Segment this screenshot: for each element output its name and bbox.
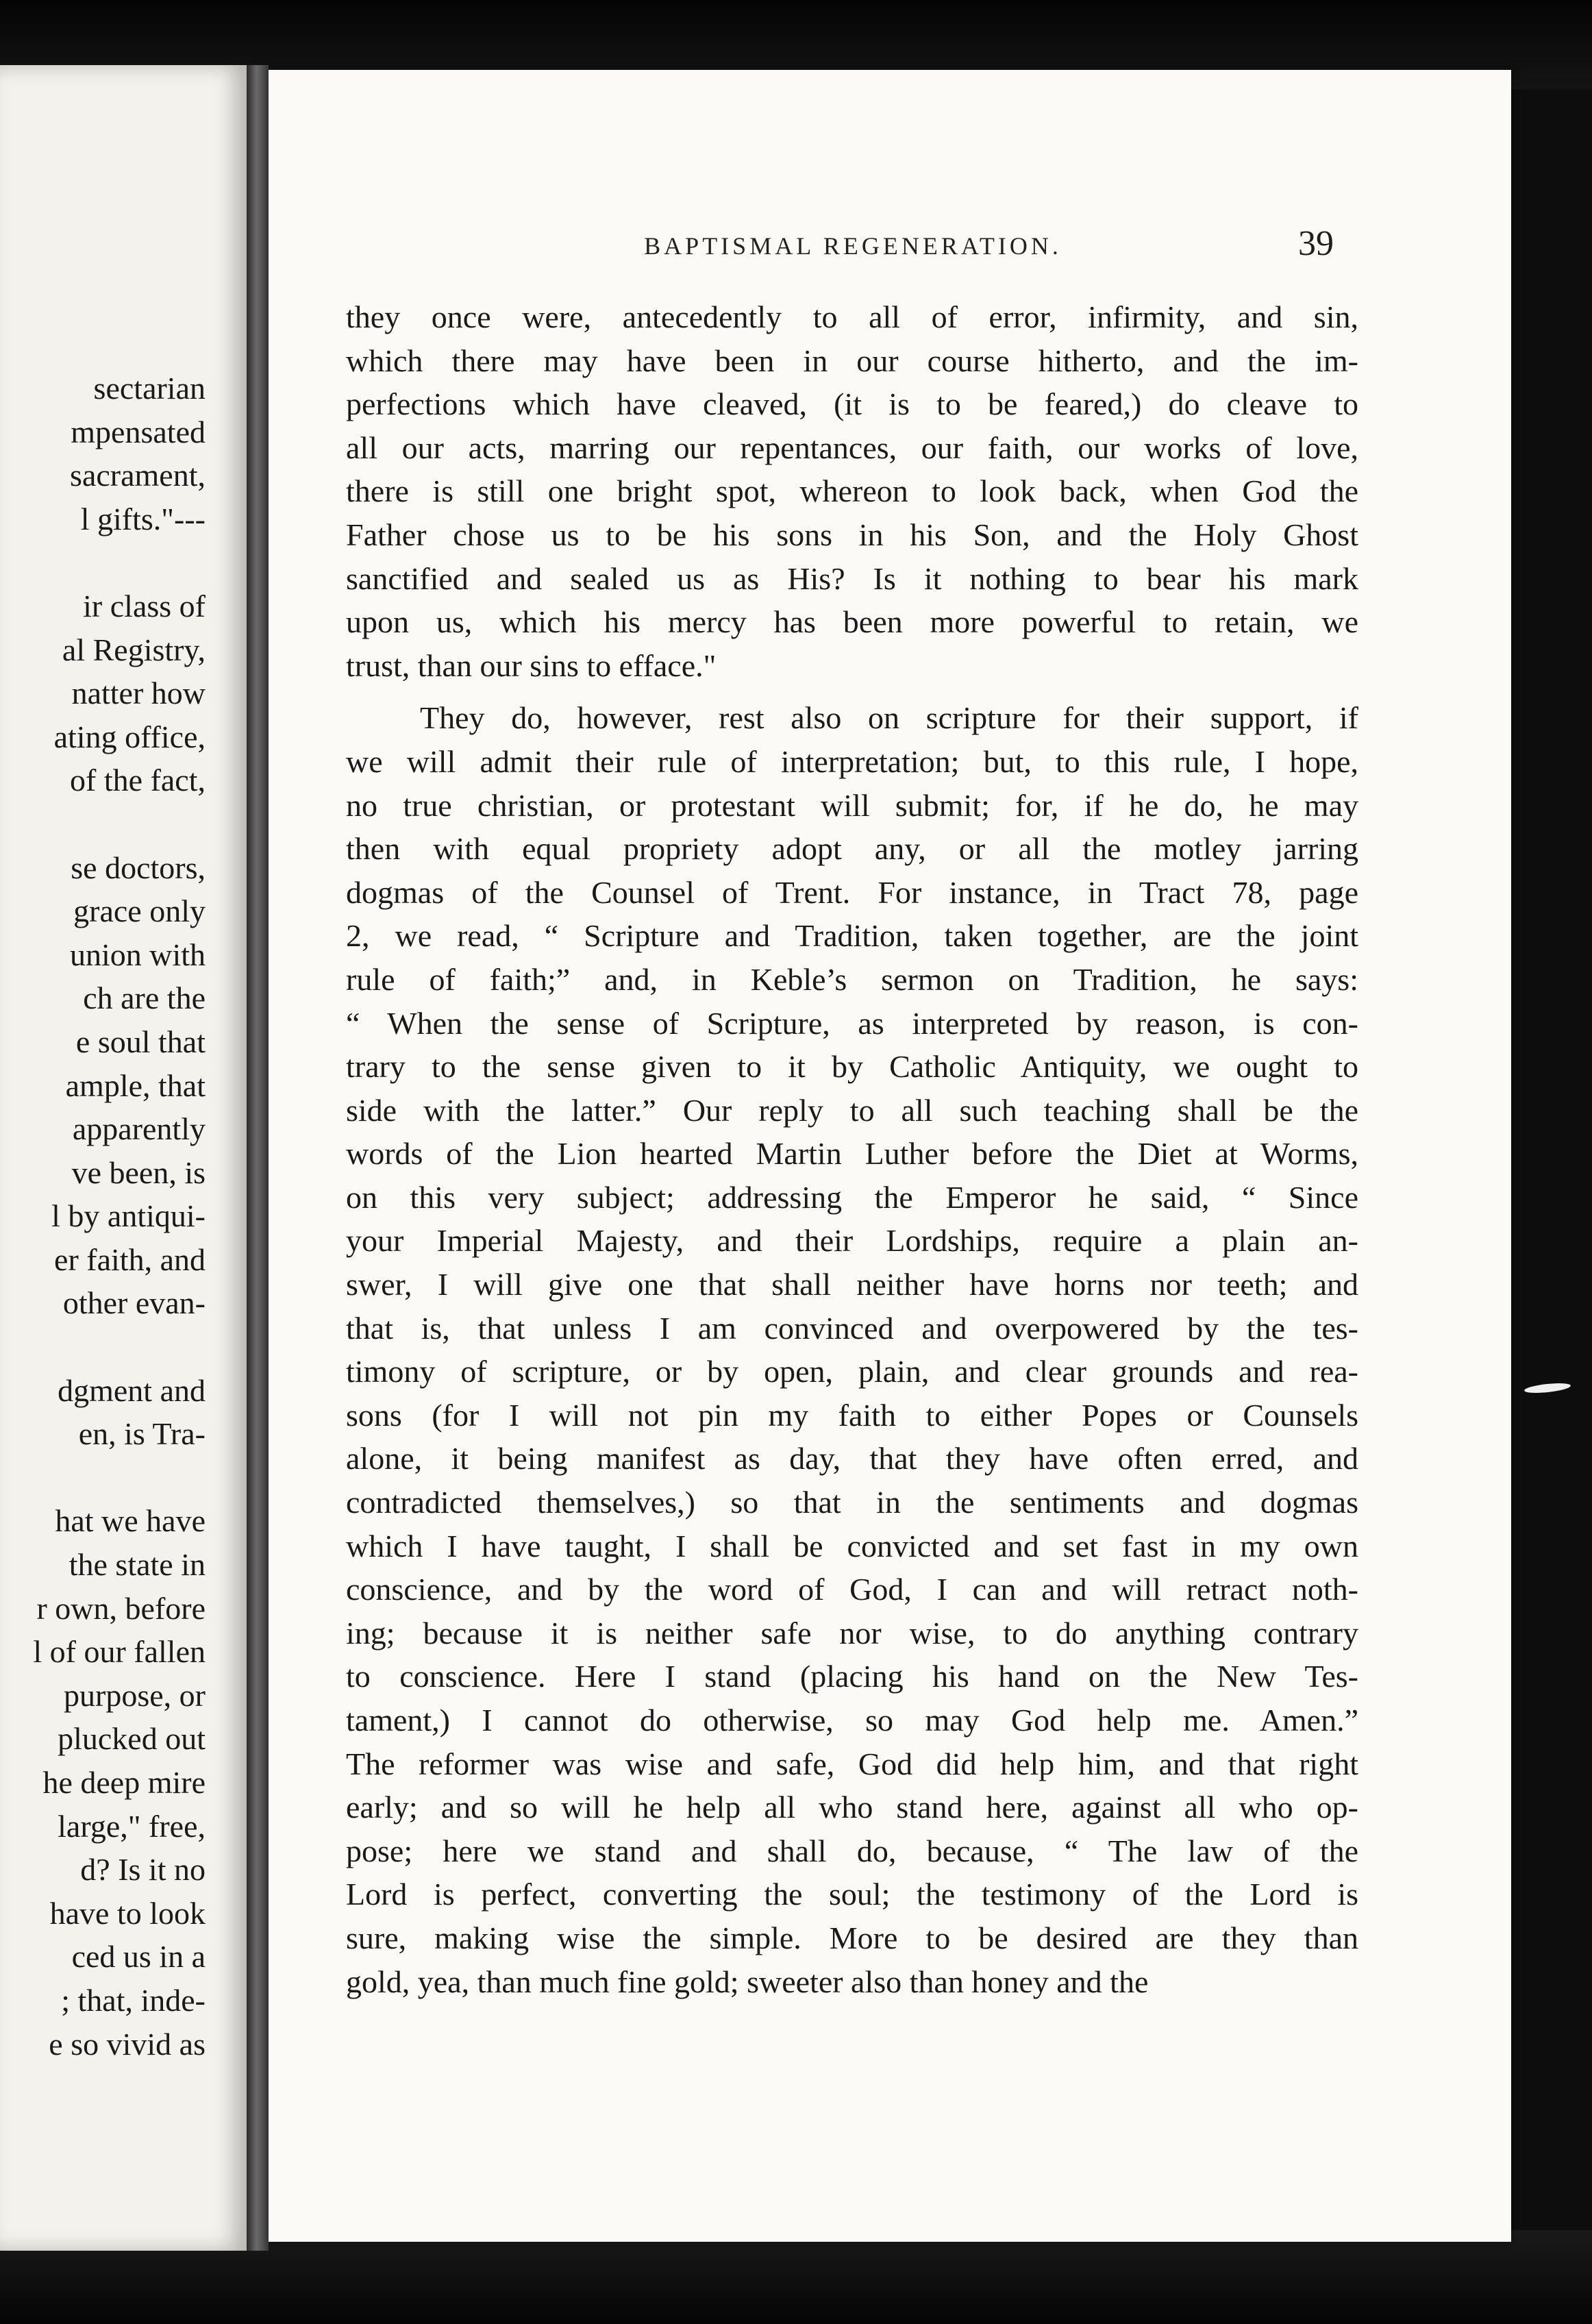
left-page-line: se doctors,: [71, 850, 206, 885]
text-line: which there may have been in our course hitherto, and the im-: [346, 343, 1358, 378]
text-line: ing; because it is neither safe nor wise, to do anything contrary: [346, 1615, 1358, 1651]
paragraph: [346, 295, 1358, 687]
left-page-line: natter how: [71, 676, 206, 711]
left-page-line: union with: [69, 937, 206, 972]
text-line: on this very subject; addressing the Emperor he said, “ Since: [346, 1179, 1358, 1215]
text-line: They do, however, rest also on scripture for their support, if: [420, 700, 1358, 736]
left-page-line: [0, 1325, 206, 1369]
left-page-line: l of our fallen: [33, 1634, 206, 1670]
text-line: your Imperial Majesty, and their Lordships, require a plain an-: [346, 1223, 1358, 1259]
left-page-line: ating office,: [53, 719, 206, 754]
text-line: rule of faith;” and, in Keble’s sermon on Tradition, he says:: [346, 961, 1358, 997]
text-line: early; and so will he help all who stand here, against all who op-: [346, 1790, 1358, 1825]
text-line: Lord is perfect, converting the soul; the testimony of the Lord is: [346, 1877, 1358, 1912]
left-page-line: other evan-: [62, 1285, 206, 1321]
text-line: timony of scripture, or by open, plain, and clear grounds and rea-: [346, 1354, 1358, 1389]
text-line: perfections which have cleaved, (it is to be feared,) do cleave to: [346, 386, 1358, 422]
text-line: words of the Lion hearted Martin Luther before the Diet at Worms,: [346, 1136, 1358, 1172]
paragraph: [346, 696, 1358, 2003]
left-page-line: sectarian: [93, 371, 206, 406]
left-page-line: he deep mire: [42, 1765, 206, 1800]
left-page-line: have to look: [49, 1895, 206, 1931]
text-line: sons (for I will not pin my faith to either Popes or Counsels: [346, 1397, 1358, 1433]
text-line: all our acts, marring our repentances, our faith, our works of love,: [346, 430, 1358, 465]
left-page-line: hat we have: [55, 1503, 206, 1539]
left-page-line: ve been, is: [71, 1154, 206, 1190]
page-number: 39: [1298, 224, 1334, 263]
text-line: “ When the sense of Scripture, as interpreted by reason, is con-: [346, 1005, 1358, 1041]
left-page-line: ir class of: [83, 588, 206, 623]
left-page-line: plucked out: [58, 1721, 206, 1757]
left-page-line: of the fact,: [70, 763, 206, 798]
text-line: side with the latter.” Our reply to all such teaching shall be the: [346, 1092, 1358, 1128]
left-page-line: sacrament,: [70, 458, 206, 493]
left-page-line: [0, 1456, 206, 1500]
left-page-line: apparently: [72, 1111, 206, 1147]
text-line: we will admit their rule of interpretation; but, to this rule, I hope,: [346, 743, 1358, 779]
text-line: trust, than our sins to efface.": [346, 647, 717, 683]
running-head: [349, 232, 1356, 260]
running-head-title: BAPTISMAL REGENERATION.: [644, 232, 1062, 260]
text-line: that is, that unless I am convinced and overpowered by the tes-: [346, 1310, 1358, 1346]
left-page-line: al Registry,: [62, 632, 206, 667]
left-page-line: er faith, and: [54, 1241, 206, 1277]
text-line: they once were, antecedently to all of error, infirmity, and sin,: [346, 299, 1358, 334]
text-line: dogmas of the Counsel of Trent. For instance, in Tract 78, page: [346, 874, 1358, 910]
left-page-line: l gifts."---: [80, 501, 206, 536]
left-page-line: grace only: [73, 893, 206, 929]
left-page-line: ch are the: [83, 980, 206, 1016]
text-line: upon us, which his mercy has been more powerful to retain, we: [346, 604, 1358, 640]
left-page-line: purpose, or: [64, 1677, 206, 1713]
text-line: there is still one bright spot, whereon to look back, when God the: [346, 473, 1358, 509]
left-page-line: ample, that: [65, 1067, 206, 1103]
left-page: [0, 65, 247, 2251]
text-line: sure, making wise the simple. More to be desired are they than: [346, 1920, 1358, 1955]
left-page-line: en, is Tra-: [78, 1416, 206, 1452]
text-line: contradicted themselves,) so that in the sentiments and dogmas: [346, 1485, 1358, 1520]
left-page-line: r own, before: [36, 1590, 206, 1626]
left-page-line: l by antiqui-: [51, 1198, 206, 1234]
text-line: gold, yea, than much fine gold; sweeter also than honey and the: [346, 1964, 1149, 1999]
left-page-text: [0, 367, 206, 2066]
text-line: no true christian, or protestant will submit; for, if he do, he may: [346, 787, 1358, 823]
left-page-line: the state in: [69, 1547, 206, 1583]
body-text: [346, 295, 1358, 2003]
text-line: pose; here we stand and shall do, because, “ The law of the: [346, 1833, 1358, 1868]
text-line: swer, I will give one that shall neither have horns nor teeth; and: [346, 1267, 1358, 1302]
left-page-line: dgment and: [58, 1372, 206, 1408]
text-line: 2, we read, “ Scripture and Tradition, taken together, are the joint: [346, 918, 1358, 954]
left-page-line: [0, 541, 206, 584]
text-line: The reformer was wise and safe, God did help him, and that right: [346, 1746, 1358, 1781]
text-line: which I have taught, I shall be convicted and set fast in my own: [346, 1528, 1358, 1563]
text-line: alone, it being manifest as day, that they have often erred, and: [346, 1441, 1358, 1476]
text-line: to conscience. Here I stand (placing his hand on the New Tes-: [346, 1659, 1358, 1694]
left-page-line: large," free,: [58, 1808, 206, 1844]
left-page-line: e so vivid as: [49, 2026, 206, 2062]
left-page-line: e soul that: [75, 1024, 206, 1059]
text-line: trary to the sense given to it by Catholic Antiquity, we ought to: [346, 1049, 1358, 1085]
left-page-line: ; that, inde-: [61, 1982, 206, 2018]
book-gutter: [247, 65, 269, 2251]
left-page-line: [0, 802, 206, 846]
text-line: sanctified and sealed us as His? Is it nothing to bear his mark: [346, 560, 1358, 596]
text-line: Father chose us to be his sons in his Son, and the Holy Ghost: [346, 517, 1358, 552]
text-line: tament,) I cannot do otherwise, so may God help me. Amen.”: [346, 1703, 1358, 1738]
left-page-line: mpensated: [71, 414, 206, 449]
text-line: then with equal propriety adopt any, or all the motley jarring: [346, 831, 1358, 867]
text-line: conscience, and by the word of God, I can and will retract noth-: [346, 1572, 1358, 1607]
left-page-line: ced us in a: [71, 1939, 206, 1975]
page-mark: [1524, 1381, 1571, 1394]
left-page-line: d? Is it no: [80, 1852, 206, 1888]
